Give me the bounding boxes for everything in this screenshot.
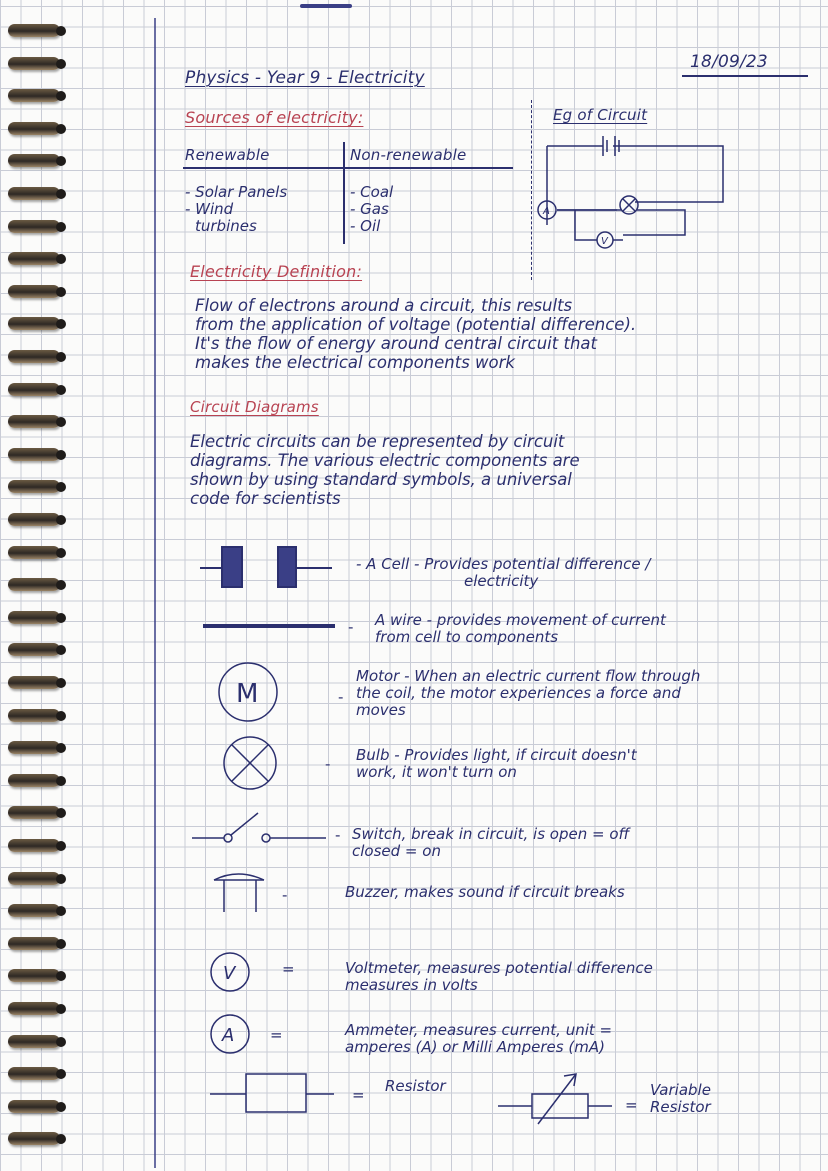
motor-line: moves	[356, 701, 406, 719]
diagrams-heading: Circuit Diagrams	[190, 398, 319, 416]
definition-line: makes the electrical components work	[195, 353, 515, 372]
spiral-ring	[8, 513, 60, 526]
non-renewable-label: Non-renewable	[350, 146, 467, 164]
spiral-ring	[8, 480, 60, 493]
wire-description	[375, 612, 666, 646]
cell-symbol	[200, 543, 340, 593]
bulb-description	[356, 747, 637, 781]
ammeter-equals: =	[270, 1026, 283, 1044]
spiral-ring	[8, 546, 60, 559]
spiral-ring	[8, 285, 60, 298]
motor-description	[356, 668, 700, 719]
non-renewable-list	[350, 184, 393, 235]
non-renewable-item: - Oil	[350, 217, 381, 235]
spiral-ring	[8, 1132, 60, 1145]
spiral-ring	[8, 872, 60, 885]
spiral-ring	[8, 252, 60, 265]
wire-line: from cell to components	[375, 628, 559, 646]
non-renewable-item: - Coal	[350, 183, 394, 201]
wire-symbol	[203, 624, 335, 628]
voltmeter-description	[345, 960, 653, 994]
diagrams-line: Electric circuits can be represented by circuit	[190, 432, 565, 451]
spiral-ring	[8, 1035, 60, 1048]
voltmeter-symbol	[208, 950, 252, 994]
motor-symbol	[216, 660, 280, 724]
buzzer-description	[345, 884, 625, 901]
variable-resistor-line: Resistor	[650, 1098, 711, 1116]
buzzer-symbol	[212, 872, 272, 922]
ammeter-line: amperes (A) or Milli Amperes (mA)	[345, 1038, 605, 1056]
renewable-item: turbines	[195, 217, 257, 235]
date-underline	[682, 75, 808, 77]
wire-dash: -	[348, 618, 354, 636]
definition-line: It's the flow of energy around central circuit that	[195, 334, 597, 353]
bulb-dash: -	[325, 755, 331, 773]
voltmeter-line: measures in volts	[345, 976, 478, 994]
motor-letter: M	[236, 679, 259, 709]
spiral-ring	[8, 1067, 60, 1080]
switch-dash: -	[335, 826, 341, 844]
variable-resistor-label	[650, 1082, 711, 1116]
renewable-label: Renewable	[185, 146, 270, 164]
spiral-ring	[8, 969, 60, 982]
spiral-ring	[8, 89, 60, 102]
spiral-ring	[8, 611, 60, 624]
page-date: 18/09/23	[690, 52, 768, 72]
spiral-ring	[8, 220, 60, 233]
example-circuit-diagram	[535, 130, 735, 250]
margin-line	[154, 18, 156, 1168]
spiral-ring	[8, 187, 60, 200]
switch-description	[352, 826, 629, 860]
ammeter-description	[345, 1022, 612, 1056]
example-circuit-label: Eg of Circuit	[553, 106, 648, 124]
spiral-ring	[8, 154, 60, 167]
page-edge-mark	[300, 4, 352, 8]
ammeter-line: Ammeter, measures current, unit =	[345, 1021, 613, 1039]
bulb-symbol	[222, 735, 282, 795]
spiral-ring	[8, 904, 60, 917]
ammeter-symbol	[208, 1012, 252, 1056]
spiral-ring	[8, 774, 60, 787]
example-voltmeter-letter: V	[601, 236, 608, 247]
spiral-binding	[0, 24, 70, 1169]
voltmeter-letter: V	[223, 963, 236, 984]
section-separator	[531, 100, 532, 280]
motor-line: the coil, the motor experiences a force and	[356, 684, 681, 702]
motor-line: Motor - When an electric current flow through	[356, 667, 701, 685]
example-ammeter-letter: A	[543, 206, 550, 217]
spiral-ring	[8, 415, 60, 428]
ammeter-letter: A	[222, 1025, 235, 1046]
spiral-ring	[8, 1100, 60, 1113]
switch-symbol	[192, 810, 332, 850]
diagrams-text	[190, 432, 580, 508]
page-title: Physics - Year 9 - Electricity	[185, 68, 425, 88]
diagrams-line: code for scientists	[190, 489, 341, 508]
definition-line: from the application of voltage (potential difference).	[195, 315, 637, 334]
bulb-line: work, it won't turn on	[356, 763, 517, 781]
spiral-ring	[8, 448, 60, 461]
renewable-item: - Wind	[185, 200, 234, 218]
spiral-ring	[8, 741, 60, 754]
spiral-ring	[8, 578, 60, 591]
table-header-line	[183, 167, 513, 169]
spiral-ring	[8, 839, 60, 852]
spiral-ring	[8, 383, 60, 396]
diagrams-line: diagrams. The various electric components are	[190, 451, 580, 470]
motor-dash: -	[338, 688, 344, 706]
sources-heading: Sources of electricity:	[185, 108, 364, 127]
variable-resistor-equals: =	[625, 1096, 638, 1114]
spiral-ring	[8, 937, 60, 950]
buzzer-dash: -	[282, 886, 288, 904]
spiral-ring	[8, 676, 60, 689]
spiral-ring	[8, 350, 60, 363]
voltmeter-line: Voltmeter, measures potential difference	[345, 959, 653, 977]
renewable-item: - Solar Panels	[185, 183, 288, 201]
cell-line: - A Cell - Provides potential difference /	[356, 555, 651, 573]
cell-description	[356, 556, 650, 590]
voltmeter-equals: =	[282, 960, 295, 978]
spiral-ring	[8, 806, 60, 819]
diagrams-line: shown by using standard symbols, a universal	[190, 470, 572, 489]
definition-line: Flow of electrons around a circuit, this results	[195, 296, 573, 315]
resistor-equals: =	[352, 1086, 365, 1104]
definition-heading: Electricity Definition:	[190, 262, 363, 281]
spiral-ring	[8, 709, 60, 722]
spiral-ring	[8, 643, 60, 656]
wire-line: A wire - provides movement of current	[375, 611, 666, 629]
switch-line: closed = on	[352, 842, 441, 860]
spiral-ring	[8, 24, 60, 37]
spiral-ring	[8, 57, 60, 70]
resistor-symbol	[210, 1070, 340, 1120]
definition-text	[195, 296, 636, 372]
bulb-line: Bulb - Provides light, if circuit doesn't	[356, 746, 637, 764]
table-divider	[343, 142, 345, 244]
spiral-ring	[8, 1002, 60, 1015]
spiral-ring	[8, 317, 60, 330]
renewable-list	[185, 184, 287, 235]
buzzer-line: Buzzer, makes sound if circuit breaks	[345, 883, 625, 901]
cell-line: electricity	[464, 572, 539, 590]
variable-resistor-line: Variable	[650, 1081, 711, 1099]
non-renewable-item: - Gas	[350, 200, 389, 218]
variable-resistor-symbol	[498, 1072, 618, 1132]
switch-line: Switch, break in circuit, is open = off	[352, 825, 630, 843]
resistor-label: Resistor	[385, 1077, 446, 1095]
spiral-ring	[8, 122, 60, 135]
